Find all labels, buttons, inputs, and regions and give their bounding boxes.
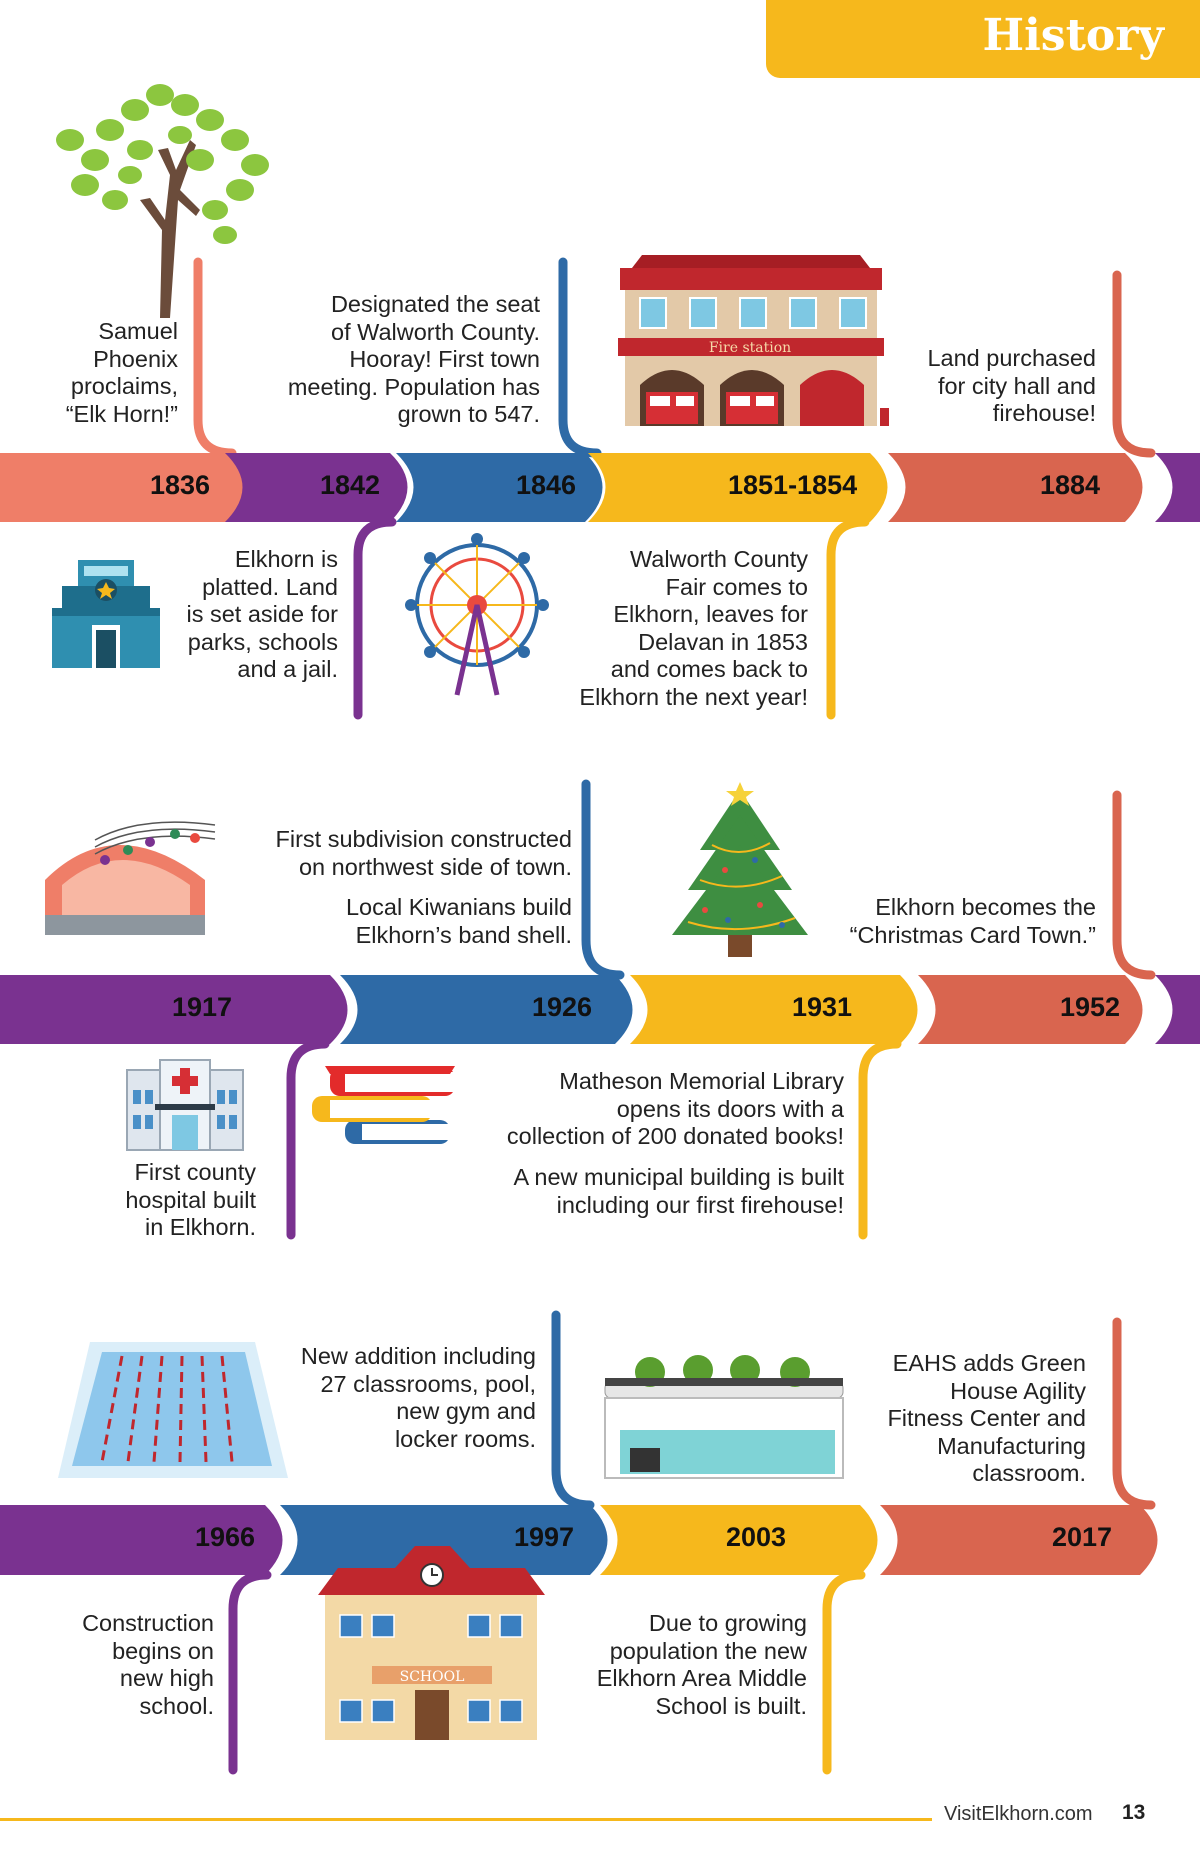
- event-1931-a: Matheson Memorial Library opens its doors with a collection of 200 donated books!: [506, 1068, 844, 1149]
- year-1997: 1997: [514, 1522, 575, 1552]
- event-1926-a: First subdivision constructed on northwest side of town.: [275, 826, 572, 880]
- event-1926-b: Local Kiwanians build Elkhorn’s band shell.: [345, 894, 572, 948]
- event-1842: Elkhorn is platted. Land is set aside for parks, schools and a jail.: [186, 546, 338, 682]
- swimming-pool-icon: [58, 1342, 288, 1478]
- event-2017: EAHS adds Green House Agility Fitness Center and Manufacturing classroom.: [887, 1350, 1086, 1486]
- event-1851-1854: Walworth County Fair comes to Elkhorn, leaves for Delavan in 1853 and comes back to Elkhorn the next year!: [579, 546, 808, 710]
- event-1836: Samuel Phoenix proclaims, “Elk Horn!”: [65, 318, 178, 427]
- event-2003: Due to growing population the new Elkhorn Area Middle School is built.: [596, 1610, 807, 1719]
- year-1884: 1884: [1040, 470, 1101, 500]
- event-1997: New addition including 27 classrooms, pool, new gym and locker rooms.: [300, 1343, 536, 1452]
- year-1842: 1842: [320, 470, 381, 500]
- event-1884: Land purchased for city hall and firehouse!: [927, 345, 1096, 426]
- year-1926: 1926: [532, 992, 593, 1022]
- ferris-wheel-icon: [405, 533, 549, 695]
- year-1931: 1931: [792, 992, 853, 1022]
- fire-station-icon: [618, 255, 889, 426]
- event-1952: Elkhorn becomes the “Christmas Card Town.”: [849, 894, 1096, 948]
- school-icon: [318, 1546, 545, 1740]
- event-1917: First county hospital built in Elkhorn.: [125, 1159, 256, 1240]
- year-2003: 2003: [726, 1522, 787, 1552]
- footer-rule: [0, 1818, 932, 1821]
- year-2017: 2017: [1052, 1522, 1113, 1552]
- year-1966: 1966: [195, 1522, 256, 1552]
- school-sign: SCHOOL: [399, 1669, 465, 1685]
- page-number: 13: [1122, 1801, 1146, 1824]
- year-1952: 1952: [1060, 992, 1121, 1022]
- tree-icon: [56, 84, 269, 318]
- year-1846: 1846: [516, 470, 577, 500]
- band-shell-icon: [45, 822, 215, 935]
- jail-building-icon: [52, 560, 160, 668]
- timeline-band-3: [0, 1505, 1158, 1575]
- christmas-tree-icon: [672, 782, 808, 957]
- section-title: History: [982, 10, 1164, 61]
- year-1836: 1836: [150, 470, 211, 500]
- event-1966: Construction begins on new high school.: [82, 1610, 214, 1719]
- event-1931-b: A new municipal building is built including our first firehouse!: [513, 1164, 844, 1218]
- hospital-icon: [127, 1060, 243, 1150]
- footer-site: VisitElkhorn.com: [944, 1803, 1093, 1825]
- year-1917: 1917: [172, 992, 233, 1022]
- greenhouse-icon: [605, 1355, 843, 1478]
- year-1851-1854: 1851-1854: [728, 470, 858, 500]
- event-1846: Designated the seat of Walworth County. Hooray! First town meeting. Population has grown to 547.: [287, 291, 540, 427]
- books-icon: [312, 1066, 455, 1144]
- fire-station-sign: Fire station: [708, 340, 792, 356]
